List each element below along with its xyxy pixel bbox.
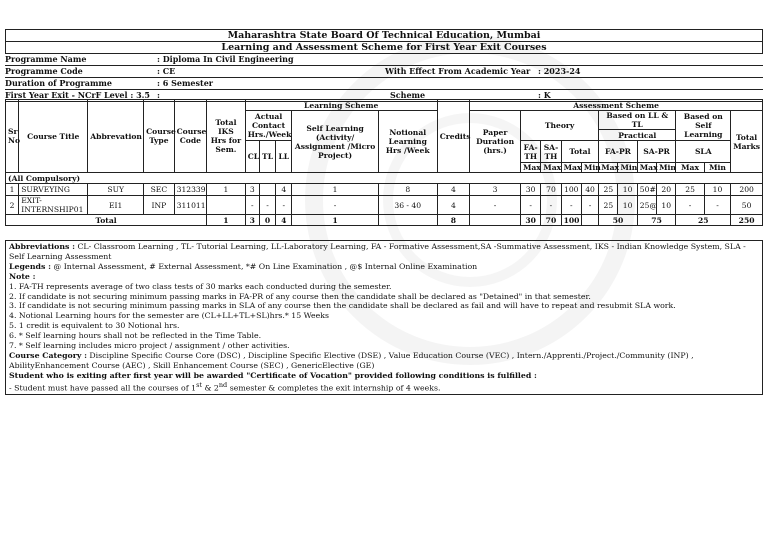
sa-pr-min: Min <box>657 163 676 173</box>
totals-sa-pr: 75 <box>637 215 676 226</box>
row-sa-pr-min: 20 <box>657 184 676 196</box>
effect-value: : 2023-24 <box>538 66 581 76</box>
col-type: Course Type <box>144 100 174 173</box>
totals-iks: 1 <box>207 215 246 226</box>
duration-value: : 6 Semester <box>157 78 214 88</box>
row-type: SEC <box>144 184 174 196</box>
theory-header: Theory <box>520 111 598 141</box>
scheme-label: Scheme <box>390 90 426 100</box>
col-title: Course Title <box>19 100 88 173</box>
row-ll: 4 <box>276 184 292 196</box>
col-total-marks: Total Marks <box>731 111 763 173</box>
row-tot-max: 100 <box>561 184 581 196</box>
note-6: 6. * Self learning hours shall not be reflected in the Time Table. <box>9 331 262 341</box>
condition-part-b: & 2 <box>202 383 219 393</box>
row-sa-pr-min: 10 <box>657 196 676 215</box>
row-sla-min: 10 <box>704 184 730 196</box>
col-fa-th: FA-TH <box>520 141 540 163</box>
board-title: Maharashtra State Board Of Technical Education, Mumbai <box>6 30 763 42</box>
note-5: 5. 1 credit is equivalent to 30 Notional hrs. <box>9 321 180 331</box>
row-fa-pr-max: 25 <box>599 196 618 215</box>
totals-cl: 3 <box>245 215 259 226</box>
col-credits: Credits <box>437 100 470 173</box>
totals-row <box>6 215 763 226</box>
totals-sla: 25 <box>676 215 731 226</box>
totals-fa-th: 30 <box>520 215 540 226</box>
scheme-table <box>5 99 763 226</box>
course-category-label: Course Category : <box>9 350 87 360</box>
row-tot-min: - <box>581 196 598 215</box>
sla-min: Min <box>704 163 730 173</box>
ll-tl-header: Based on LL & TL <box>599 111 676 130</box>
condition-sup-1: st <box>196 380 203 389</box>
col-abbr: Abbrevation <box>88 100 144 173</box>
sa-th-max: Max <box>541 163 561 173</box>
row-iks: 1 <box>207 184 246 196</box>
row-sla-min: - <box>704 196 730 215</box>
board-header <box>5 29 763 54</box>
col-sr: Sr No <box>6 100 19 173</box>
row-sa-th: 70 <box>541 184 561 196</box>
condition-sup-2: nd <box>218 380 228 389</box>
totals-fa-pr: 50 <box>599 215 638 226</box>
row-tl: - <box>259 196 275 215</box>
col-tl: TL <box>259 141 275 173</box>
row-tot-max: - <box>561 196 581 215</box>
row-title: EXIT-INTERNSHIP01 <box>19 196 88 215</box>
row-sa-th: - <box>541 196 561 215</box>
totals-total: 250 <box>731 215 763 226</box>
col-sla: SLA <box>676 141 731 163</box>
abbreviations-text: CL- Classroom Learning , TL- Tutorial Learning, LL-Laboratory Learning, FA - Formative Assessment,SA -Summative Assessment, IKS - Indian Knowledge System, SLA - Self Learning Assessment <box>9 242 746 261</box>
row-sr: 2 <box>6 196 19 215</box>
col-ll: LL <box>276 141 292 173</box>
totals-paper <box>470 215 521 226</box>
totals-credits: 8 <box>437 215 470 226</box>
row-notional: 8 <box>378 184 437 196</box>
row-self: 1 <box>292 184 378 196</box>
abbreviations-note <box>9 242 759 262</box>
assessment-scheme-header: Assessment Scheme <box>470 100 763 111</box>
condition-part-a: - Student must have passed all the courses of 1 <box>9 383 197 393</box>
row-sla-max: - <box>676 196 704 215</box>
programme-code-label: Programme Code <box>5 66 83 76</box>
col-cl: CL <box>245 141 259 173</box>
note-7: 7. * Self learning includes micro project / assignment / other activities. <box>9 341 290 351</box>
row-self: - <box>292 196 378 215</box>
row-credits: 4 <box>437 196 470 215</box>
note-2: 2. If candidate is not securing minimum passing marks in FA-PR of any course then the candidate shall be declared as "Detained" in that semester. <box>9 291 591 301</box>
learning-scheme-header: Learning Scheme <box>245 100 437 111</box>
row-ll: - <box>276 196 292 215</box>
note-heading <box>9 272 759 282</box>
row-total: 200 <box>731 184 763 196</box>
row-total: 50 <box>731 196 763 215</box>
col-fa-pr: FA-PR <box>599 141 638 163</box>
programme-code-value: : CE <box>157 66 176 76</box>
row-fa-pr-min: 10 <box>618 184 637 196</box>
legends-note <box>9 262 759 272</box>
fa-pr-min: Min <box>618 163 637 173</box>
totals-tl: 0 <box>259 215 275 226</box>
totals-tot-min <box>581 215 598 226</box>
totals-tot: 100 <box>561 215 581 226</box>
row-paper: 3 <box>470 184 521 196</box>
programme-info <box>5 54 763 102</box>
row-type: INP <box>144 196 174 215</box>
row-paper: - <box>470 196 521 215</box>
note-3: 3. If candidate is not securing minimum passing marks in SLA of any course then the candidate shall be declared as fail and will have to repeat and resubmit SLA work. <box>9 301 676 311</box>
group-label: (All Compulsory) <box>6 173 763 184</box>
row-notional: 36 - 40 <box>378 196 437 215</box>
sla-max: Max <box>676 163 704 173</box>
table-row <box>6 184 763 196</box>
col-theory-total: Total <box>561 141 599 163</box>
note-1: 1. FA-TH represents average of two class tests of 30 marks each conducted during the semester. <box>9 281 392 291</box>
course-category-text: Discipline Specific Course Core (DSC) , Discipline Specific Elective (DSE) , Value Education Course (VEC) , Intern./Apprenti./Project./Community (INP) , AbilityEnhancement Course (AEC) , Skill Enhancement Course (SEC) , GenericElective (GE) <box>9 350 694 370</box>
row-title: SURVEYING <box>19 184 88 196</box>
row-fa-pr-max: 25 <box>599 184 618 196</box>
certificate-text: Student who is exiting after first year will be awarded "Certificate of Vocation" provided following conditions is fulfilled : <box>9 370 537 380</box>
row-sa-pr-max: 25@ <box>637 196 656 215</box>
col-notional: Notional Learning Hrs /Week <box>378 111 437 173</box>
col-self-learning: Self Learning (Activity/ Assignment /Micro Project) <box>292 111 378 173</box>
totals-sa-th: 70 <box>541 215 561 226</box>
row-iks <box>207 196 246 215</box>
row-tot-min: 40 <box>581 184 598 196</box>
practical-header: Practical <box>599 130 676 141</box>
row-cl: - <box>245 196 259 215</box>
row-tl <box>259 184 275 196</box>
row-code: 312339 <box>174 184 207 196</box>
fa-th-max: Max <box>520 163 540 173</box>
condition-part-c: semester & completes the exit internship of 4 weeks. <box>227 383 441 393</box>
col-paper: Paper Duration (hrs.) <box>470 111 521 173</box>
scheme-title: Learning and Assessment Scheme for First Year Exit Courses <box>6 42 763 54</box>
note-4: 4. Notional Learning hours for the semester are (CL+LL+TL+SL)hrs.* 15 Weeks <box>9 311 330 321</box>
note-label: Note : <box>9 271 36 281</box>
totals-self: 1 <box>292 215 378 226</box>
course-category-note <box>9 351 759 371</box>
sa-pr-max: Max <box>637 163 656 173</box>
col-sa-pr: SA-PR <box>637 141 676 163</box>
effect-label: With Effect From Academic Year <box>385 66 531 76</box>
col-code: Course Code <box>174 100 207 173</box>
row-code: 311011 <box>174 196 207 215</box>
notes-section <box>5 240 763 395</box>
row-sr: 1 <box>6 184 19 196</box>
exit-level-value: : <box>157 90 160 100</box>
fa-pr-max: Max <box>599 163 618 173</box>
row-abbr: EI1 <box>88 196 144 215</box>
totals-notional <box>378 215 437 226</box>
row-credits: 4 <box>437 184 470 196</box>
row-fa-pr-min: 10 <box>618 196 637 215</box>
totals-label: Total <box>6 215 207 226</box>
legends-text: @ Internal Assessment, # External Assessment, *# On Line Examination , @$ Internal Online Examination <box>50 261 478 271</box>
row-abbr: SUY <box>88 184 144 196</box>
col-sa-th: SA-TH <box>541 141 561 163</box>
programme-name-value: : Diploma In Civil Engineering <box>157 54 294 64</box>
row-fa-th: - <box>520 196 540 215</box>
actual-contact-header: Actual Contact Hrs./Week <box>245 111 292 141</box>
self-based-header: Based on Self Learning <box>676 111 731 141</box>
certificate-note <box>9 371 759 381</box>
totals-ll: 4 <box>276 215 292 226</box>
duration-label: Duration of Programme <box>5 78 112 88</box>
row-cl: 3 <box>245 184 259 196</box>
legends-label: Legends : <box>9 261 51 271</box>
row-sla-max: 25 <box>676 184 704 196</box>
exit-level-label: First Year Exit - NCrF Level : 3.5 <box>5 90 150 100</box>
scheme-value: : K <box>538 90 551 100</box>
programme-name-label: Programme Name <box>5 54 87 64</box>
col-iks: Total IKS Hrs for Sem. <box>207 100 246 173</box>
total-max: Max <box>561 163 581 173</box>
total-min: Min <box>581 163 598 173</box>
row-fa-th: 30 <box>520 184 540 196</box>
table-row <box>6 196 763 215</box>
row-sa-pr-max: 50# <box>637 184 656 196</box>
exit-condition <box>9 381 759 394</box>
abbreviations-label: Abbreviations : <box>9 242 75 251</box>
